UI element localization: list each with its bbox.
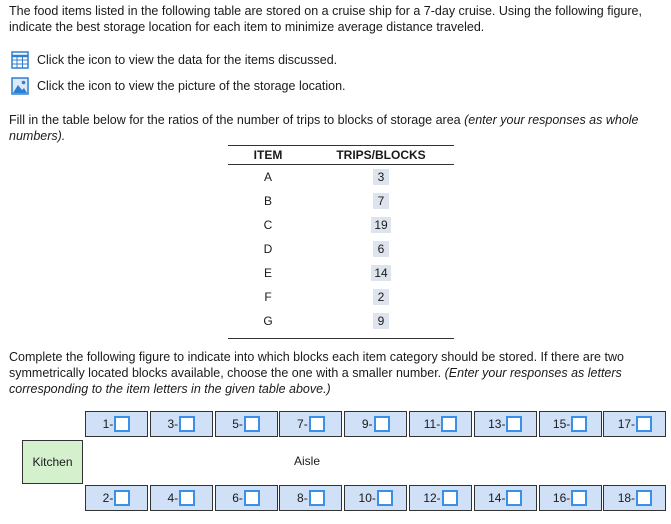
data-link-label[interactable]: Click the icon to view the data for the items discussed. (37, 53, 338, 67)
block-label: 14- (488, 491, 506, 505)
storage-block-3 (150, 411, 213, 437)
ratio-input[interactable]: 6 (373, 241, 389, 257)
block-label: 15- (552, 417, 571, 431)
picture-link-label[interactable]: Click the icon to view the picture of the storage location. (37, 79, 346, 93)
storage-block-17 (603, 411, 666, 437)
data-link-row[interactable] (11, 51, 337, 69)
ratio-input[interactable]: 3 (373, 169, 389, 185)
block-input[interactable] (442, 490, 458, 506)
storage-block-8 (279, 485, 342, 511)
block-input[interactable] (179, 490, 195, 506)
item-letter: F (264, 290, 272, 304)
storage-block-11 (409, 411, 472, 437)
ratio-table (228, 145, 454, 339)
table-row (228, 285, 454, 309)
ratio-input[interactable]: 14 (371, 265, 390, 281)
ratio-input[interactable]: 19 (371, 217, 390, 233)
block-input[interactable] (179, 416, 195, 432)
item-letter: C (263, 218, 273, 232)
table-header (228, 145, 454, 165)
item-letter: A (263, 170, 272, 184)
kitchen-area: Kitchen (22, 440, 83, 484)
block-input[interactable] (506, 490, 522, 506)
table-row (228, 213, 454, 237)
table-row (228, 261, 454, 285)
top-storage-row (85, 411, 668, 437)
block-label: 9- (361, 417, 373, 431)
block-input[interactable] (244, 416, 260, 432)
storage-block-2 (85, 485, 148, 511)
block-input[interactable] (374, 416, 390, 432)
block-label: 18- (617, 491, 636, 505)
ratio-input[interactable]: 9 (373, 313, 389, 329)
grid-icon[interactable] (11, 51, 29, 69)
block-label: 10- (358, 491, 376, 505)
block-input[interactable] (571, 416, 587, 432)
header-trips-blocks: TRIPS/BLOCKS (336, 148, 426, 162)
storage-block-16 (539, 485, 602, 511)
table-row (228, 165, 454, 189)
block-label: 3- (167, 417, 179, 431)
block-input[interactable] (114, 416, 130, 432)
table-row (228, 237, 454, 261)
block-label: 16- (552, 491, 571, 505)
block-input[interactable] (636, 416, 652, 432)
picture-link-row[interactable] (11, 77, 346, 95)
block-label: 17- (617, 417, 636, 431)
block-label: 13- (488, 417, 506, 431)
ratio-input[interactable]: 7 (373, 193, 389, 209)
ratio-input[interactable]: 2 (373, 289, 389, 305)
table-body (228, 165, 454, 339)
bottom-storage-row (85, 485, 668, 511)
storage-block-9 (344, 411, 407, 437)
block-input[interactable] (571, 490, 587, 506)
block-label: 11- (423, 417, 441, 431)
table-row (228, 309, 454, 333)
picture-icon[interactable] (11, 77, 29, 95)
storage-block-7 (279, 411, 342, 437)
storage-block-14 (474, 485, 537, 511)
complete-instructions-text: Complete the following figure to indicate into which blocks each item category should be stored. If there are two symmetrically located blocks available, choose the one with a smaller number. (9, 350, 624, 380)
header-item: ITEM (253, 148, 283, 162)
block-label: 4- (167, 491, 179, 505)
storage-block-13 (474, 411, 537, 437)
block-label: 2- (102, 491, 114, 505)
item-letter: B (263, 194, 272, 208)
block-label: 6- (232, 491, 243, 505)
complete-instructions-hint: (Enter your responses as letters corresponding to the item letters in the given table above.) (9, 366, 622, 396)
block-input[interactable] (244, 490, 260, 506)
block-label: 12- (423, 491, 441, 505)
storage-block-12 (409, 485, 472, 511)
block-input[interactable] (309, 490, 325, 506)
table-row (228, 189, 454, 213)
block-label: 7- (297, 417, 308, 431)
aisle-label: Aisle (294, 454, 321, 468)
fill-instructions-text: Fill in the table below for the ratios of the number of trips to blocks of storage area (9, 113, 461, 127)
intro-text: The food items listed in the following table are stored on a cruise ship for a 7-day cruise. Using the following figure, indicate the best storage location for each item to minimize average distance traveled. (9, 4, 642, 34)
block-label: 1- (102, 417, 114, 431)
block-input[interactable] (114, 490, 130, 506)
storage-block-10 (344, 485, 407, 511)
storage-block-18 (603, 485, 666, 511)
block-input[interactable] (309, 416, 325, 432)
storage-block-15 (539, 411, 602, 437)
storage-block-5 (215, 411, 278, 437)
fill-instructions-hint: (enter your responses as whole numbers). (9, 113, 639, 143)
storage-block-6 (215, 485, 278, 511)
storage-block-1 (85, 411, 148, 437)
block-input[interactable] (506, 416, 522, 432)
complete-instructions (9, 349, 659, 397)
block-input[interactable] (441, 416, 457, 432)
storage-block-4 (150, 485, 213, 511)
block-input[interactable] (636, 490, 652, 506)
item-letter: G (263, 314, 273, 328)
block-label: 5- (232, 417, 243, 431)
block-input[interactable] (377, 490, 393, 506)
item-letter: E (263, 266, 272, 280)
fill-instructions (9, 112, 649, 144)
item-letter: D (263, 242, 273, 256)
block-label: 8- (297, 491, 308, 505)
